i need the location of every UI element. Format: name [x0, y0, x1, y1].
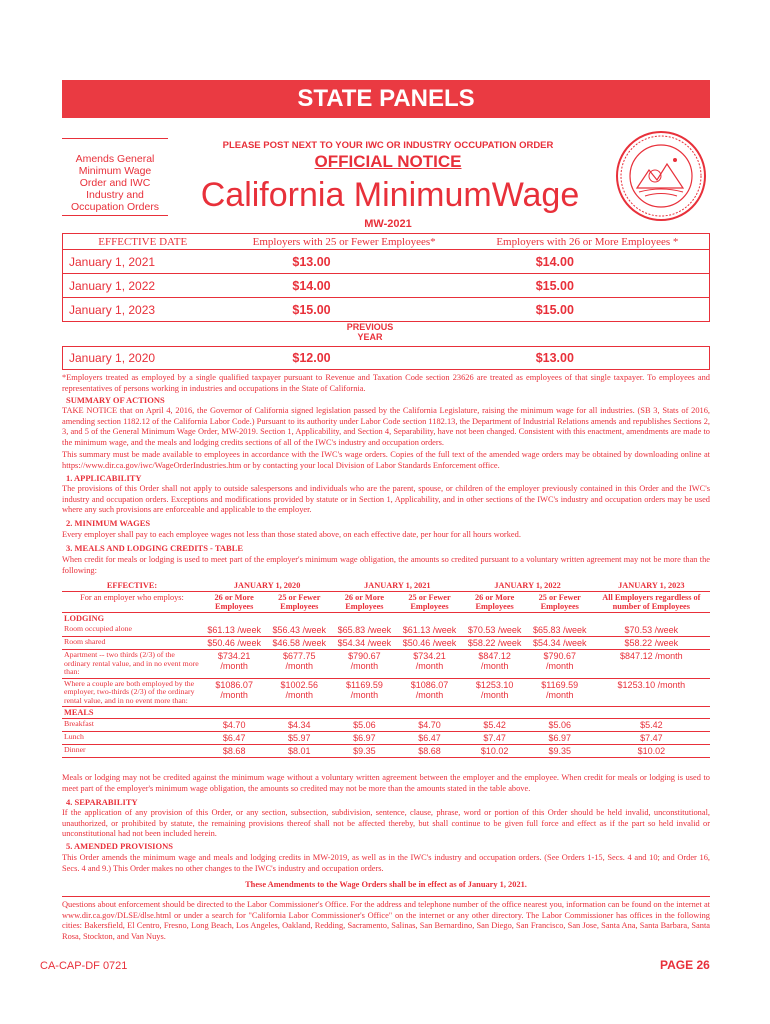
row-label: Room shared: [62, 637, 202, 650]
cell: $847.12 /month: [593, 650, 710, 679]
previous-year-row: [62, 346, 710, 370]
section-2-heading: 2. MINIMUM WAGES: [66, 518, 151, 528]
amends-line: Industry and: [86, 189, 144, 201]
row-large: $14.00: [535, 254, 574, 269]
cell: $5.42: [593, 719, 710, 732]
cell: $1002.56 /month: [266, 678, 332, 707]
summary-text: TAKE NOTICE that on April 4, 2016, the Governor of California signed legislation passed by the California Legislature, raising the minimum wage for all industries. (SB 3, Stats of 2016, amending section 1182.12 of the California Labor Code.) Pursuant to its authority under Labor Code section 1182.13, the Department of Industrial Relations amends and republishes Sections 2, 3, and 5 of the General Minimum Wage Order, MW-2019. Section 1, Applicability, and Section 4, Separability, have not been changed. Consistent with this enactment, amendments are made to the minimum wage, and the meals and lodging credits sections of all of the IWC's industry and occupation orders.: [62, 406, 710, 447]
sub-header: 26 or More Employees: [462, 592, 526, 613]
cell: $7.47: [593, 732, 710, 745]
cell: $6.47: [202, 732, 266, 745]
cell: $56.43 /week: [266, 624, 332, 637]
cell: $1086.07 /month: [202, 678, 266, 707]
row-label: Apartment -- two thirds (2/3) of the ordinary rental value, and in no event more than:: [62, 650, 202, 679]
row-small: $13.00: [292, 254, 331, 269]
amends-line: Occupation Orders: [70, 201, 160, 213]
sub-header: 26 or More Employees: [202, 592, 266, 613]
row-large: $15.00: [535, 278, 574, 293]
cell: $1169.59 /month: [332, 678, 396, 707]
cell: $70.53 /week: [593, 624, 710, 637]
questions-text: Questions about enforcement should be directed to the Labor Commissioner's Office. For the address and telephone number of the office nearest you, information can be found on the internet at www.dir.ca.gov/DLSE/dlse.html or under a search for "California Labor Commissioner's Office" on the internet or any other directory. The Labor Commissioner has offices in the following cities: Bakersfield, El Centro, Fresno, Long Beach, Los Angeles, Oakland, Redding, Sacramento, Salinas, San Bernardino, San Diego, San Francisco, San Jose, Santa Ana, Santa Barbara, Santa Rosa, Stockton, and Van Nuys.: [62, 900, 710, 941]
cell: $9.35: [332, 745, 396, 758]
cell: $10.02: [593, 745, 710, 758]
section-2-text: Every employer shall pay to each employee wages not less than those stated above, on each effective date, per hour for all hours worked.: [62, 530, 521, 539]
sub-header: All Employers regardless of number of Employees: [593, 592, 710, 613]
table-row: [62, 346, 710, 370]
cell: $10.02: [462, 745, 526, 758]
amends-box: [62, 138, 168, 216]
sub-header: 25 or Fewer Employees: [397, 592, 463, 613]
cell: $5.06: [332, 719, 396, 732]
date-header: JANUARY 1, 2023: [593, 580, 710, 592]
sub-header: 26 or More Employees: [332, 592, 396, 613]
cell: $6.97: [332, 732, 396, 745]
col-large-employers: Employers with 26 or More Employees *: [496, 235, 679, 248]
cell: $5.06: [527, 719, 593, 732]
cell: $6.47: [397, 732, 463, 745]
amends-line: Amends General: [75, 153, 155, 165]
col-effective-date: EFFECTIVE DATE: [98, 235, 188, 248]
cell: $734.21 /month: [397, 650, 463, 679]
row-small: $12.00: [292, 351, 331, 365]
table-row: [62, 274, 710, 298]
cell: $9.35: [527, 745, 593, 758]
cell: $50.46 /week: [202, 637, 266, 650]
cell: $1169.59 /month: [527, 678, 593, 707]
cell: $1253.10 /month: [593, 678, 710, 707]
date-header: JANUARY 1, 2020: [202, 580, 332, 592]
cell: $8.01: [266, 745, 332, 758]
row-label: Lunch: [62, 732, 202, 745]
sub-header: 25 or Fewer Employees: [266, 592, 332, 613]
row-date: January 1, 2020: [69, 351, 156, 365]
cell: $5.97: [266, 732, 332, 745]
sub-header: 25 or Fewer Employees: [527, 592, 593, 613]
cell: $61.13 /week: [397, 624, 463, 637]
meals-label: MEALS: [62, 707, 710, 719]
table-row: [62, 624, 710, 637]
section-4-text: If the application of any provision of this Order, or any section, subsection, subdivision, sentence, clause, phrase, word or portion of this Order should be held invalid, unconstitutional, unauthorized, or prohibited by statute, the remaining provisions thereof shall not be affected thereby, but shall continue to be given full force and effect as if the part so held invalid or unconstitutional had not been included herein.: [62, 808, 710, 839]
section-5-heading: 5. AMENDED PROVISIONS: [66, 841, 173, 851]
table-row: [62, 637, 710, 650]
cell: $6.97: [527, 732, 593, 745]
cell: $677.75 /month: [266, 650, 332, 679]
summary-heading: SUMMARY OF ACTIONS: [66, 395, 165, 405]
official-notice: OFFICIAL NOTICE: [314, 152, 462, 171]
row-label: Dinner: [62, 745, 202, 758]
cell: $58.22 /week: [462, 637, 526, 650]
section-4-heading: 4. SEPARABILITY: [66, 797, 138, 807]
date-header: JANUARY 1, 2021: [332, 580, 462, 592]
row-date: January 1, 2022: [69, 278, 156, 293]
cell: $4.70: [397, 719, 463, 732]
cell: $8.68: [397, 745, 463, 758]
effect-line: These Amendments to the Wage Orders shall be in effect as of January 1, 2021.: [245, 880, 527, 889]
cell: $54.34 /week: [332, 637, 396, 650]
california-seal-icon: [615, 130, 707, 222]
cell: $790.67 /month: [527, 650, 593, 679]
post-notice: PLEASE POST NEXT TO YOUR IWC OR INDUSTRY OCCUPATION ORDER: [222, 140, 554, 151]
wage-table: [62, 233, 710, 322]
cell: $790.67 /month: [332, 650, 396, 679]
table-row: [62, 719, 710, 732]
table-row: [62, 650, 710, 679]
lodging-label: LODGING: [64, 614, 105, 623]
col-small-employers: Employers with 25 or Fewer Employees*: [252, 235, 436, 248]
section-5-text: This Order amends the minimum wage and meals and lodging credits in MW-2019, as well as in the IWC's industry and occupation orders. (See Orders 1-15, Secs. 4 and 10; and Order 16, Secs. 4 and 9.) This Order makes no other changes to the IWC's industry and occupation orders.: [62, 853, 710, 873]
cell: $54.34 /week: [527, 637, 593, 650]
wage-table-header: [62, 233, 710, 250]
section-1-text: The provisions of this Order shall not apply to outside salespersons and individuals who are the parent, spouse, or children of the employer previously contained in this Order and the IWC's industry and occupation orders. Exceptions and modifications provided by statute or in Section 1, Applicability, and in other sections of the IWC's industry and occupation orders may be used where any such provisions are enforceable and applicable to the employer.: [62, 484, 710, 515]
meals-note: Meals or lodging may not be credited against the minimum wage without a voluntary written agreement between the employer and the employee. When credit for meals or lodging is used to meet part of the employer's minimum wage obligation, the amounts so credited may not be more than the amounts stated in the table above.: [62, 773, 710, 793]
cell: $7.47: [462, 732, 526, 745]
order-number: MW-2021: [364, 218, 412, 230]
cell: $4.70: [202, 719, 266, 732]
cell: $61.13 /week: [202, 624, 266, 637]
summary-text-2: This summary must be made available to employees in accordance with the IWC's wage orders. Copies of the full text of the amended wage orders may be obtained by downloading online at https://www.dir.ca.gov/iwc/WageOrderIndustries.htm or by contacting your local Division of Labor Standards Enforcement office.: [62, 450, 710, 470]
footnote: *Employers treated as employed by a single qualified taxpayer pursuant to Revenue and Taxation Code section 23626 are treated as employees of that single taxpayer. To employees and representatives of persons working in industries and occupations in the State of California.: [62, 373, 710, 393]
section-3-heading: 3. MEALS AND LODGING CREDITS - TABLE: [66, 543, 244, 553]
row-small: $14.00: [292, 278, 331, 293]
table-row: [62, 250, 710, 274]
row-small: $15.00: [292, 302, 331, 317]
cell: $847.12 /month: [462, 650, 526, 679]
cell: $65.83 /week: [332, 624, 396, 637]
previous-label-line: YEAR: [357, 332, 383, 342]
cell: $734.21 /month: [202, 650, 266, 679]
cell: $65.83 /week: [527, 624, 593, 637]
cell: $46.58 /week: [266, 637, 332, 650]
amends-line: Order and IWC: [79, 177, 151, 189]
cell: $8.68: [202, 745, 266, 758]
form-code: CA-CAP-DF 0721: [40, 960, 128, 972]
table-row: [62, 298, 710, 322]
row-large: $15.00: [535, 302, 574, 317]
state-panels-banner: STATE PANELS: [62, 80, 710, 118]
cell: $4.34: [266, 719, 332, 732]
row-label: Breakfast: [62, 719, 202, 732]
date-header: JANUARY 1, 2022: [462, 580, 592, 592]
previous-year-label: [330, 322, 410, 342]
row-large: $13.00: [535, 351, 574, 365]
employer-label: For an employer who employs:: [62, 592, 202, 613]
table-row: [62, 732, 710, 745]
cell: $1253.10 /month: [462, 678, 526, 707]
cell: $1086.07 /month: [397, 678, 463, 707]
cell: $58.22 /week: [593, 637, 710, 650]
cell: $50.46 /week: [397, 637, 463, 650]
table-row: [62, 678, 710, 707]
row-date: January 1, 2021: [69, 254, 156, 269]
effective-label: EFFECTIVE:: [62, 580, 202, 592]
cell: $5.42: [462, 719, 526, 732]
divider: [62, 896, 710, 897]
table-row: [62, 745, 710, 758]
row-label: Room occupied alone: [62, 624, 202, 637]
row-date: January 1, 2023: [69, 302, 156, 317]
page-number: PAGE 26: [660, 958, 710, 972]
row-label: Where a couple are both employed by the employer, two-thirds (2/3) of the ordinary rental value, and in no event more than:: [62, 678, 202, 707]
amends-line: Minimum Wage: [78, 165, 152, 177]
meals-lodging-table: [62, 580, 710, 758]
page-title: California MinimumWage: [200, 176, 580, 214]
section-3-text: When credit for meals or lodging is used to meet part of the employer's minimum wage obligation, the amounts so credited pursuant to a voluntary written agreement may not be more than the following:: [62, 555, 710, 575]
cell: $70.53 /week: [462, 624, 526, 637]
section-1-heading: 1. APPLICABILITY: [66, 473, 142, 483]
previous-label-line: PREVIOUS: [346, 322, 394, 332]
